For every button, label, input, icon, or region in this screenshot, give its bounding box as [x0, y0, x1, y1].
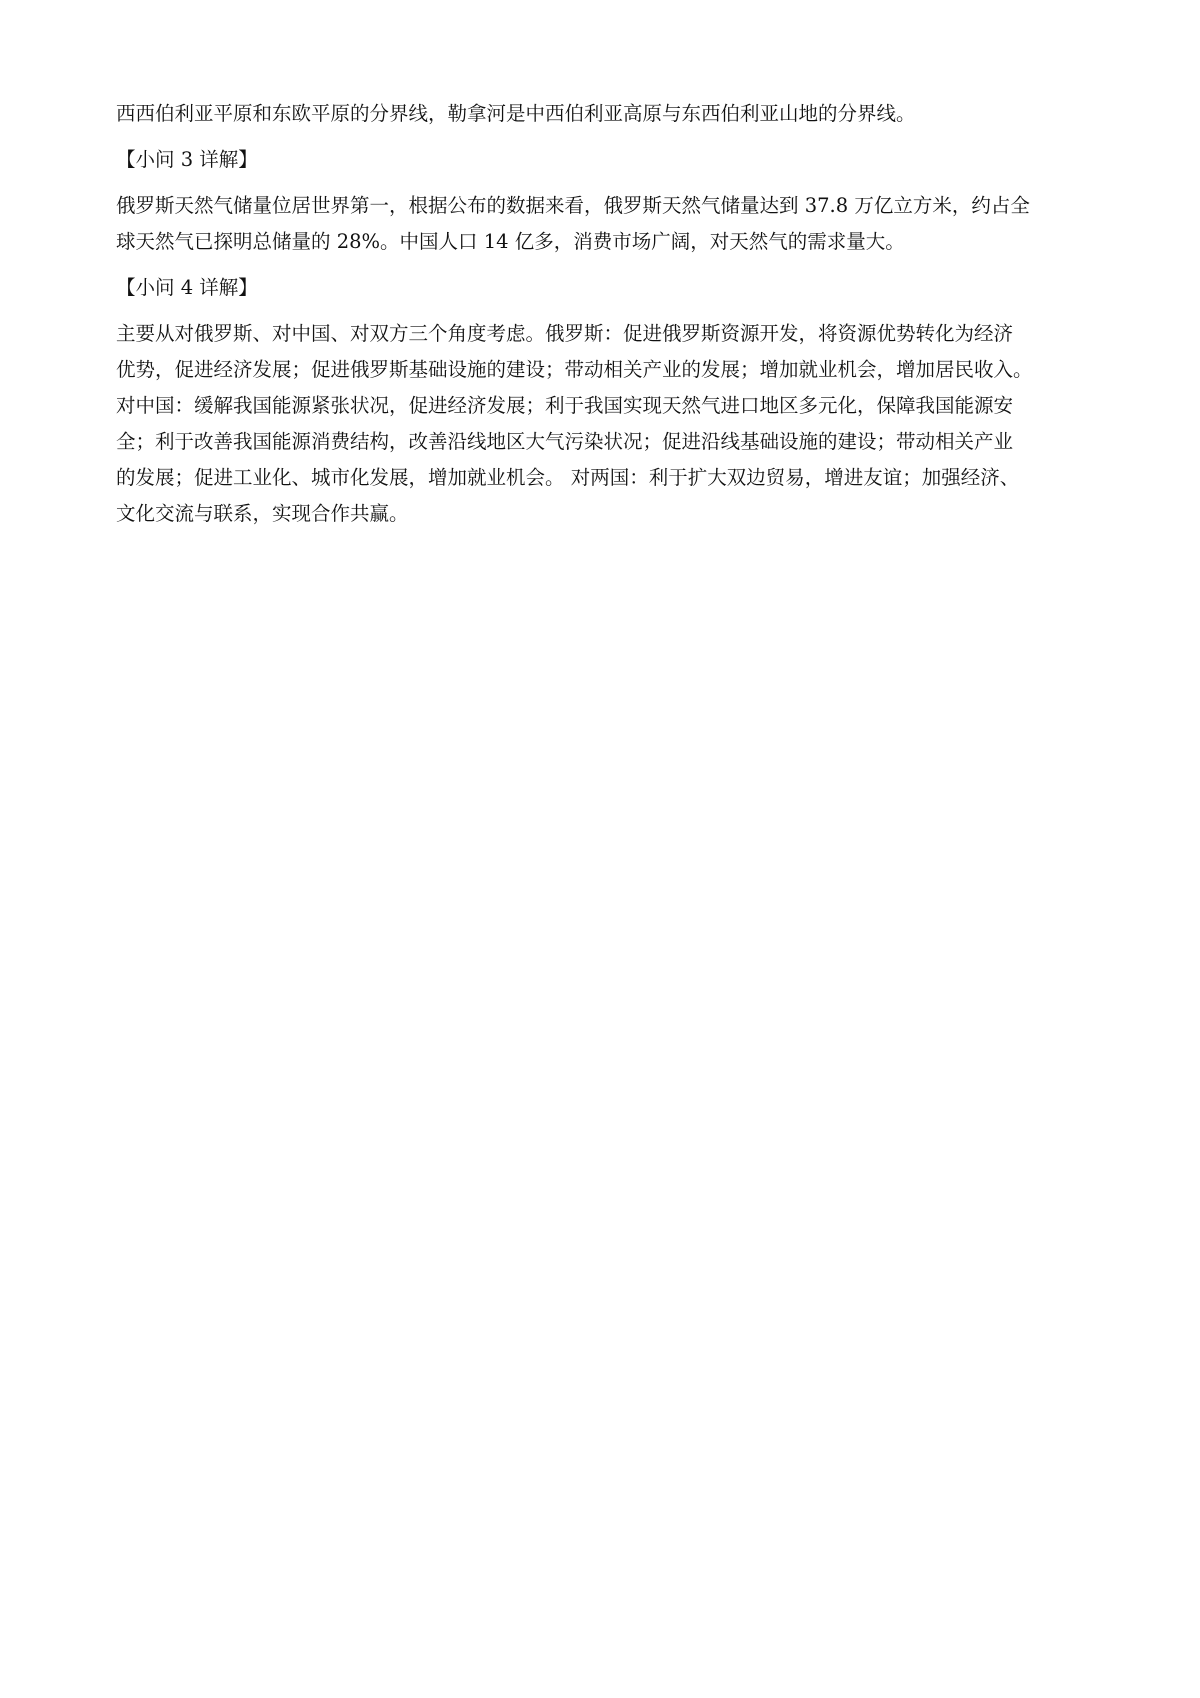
section-4-line: 主要从对俄罗斯、对中国、对双方三个角度考虑。俄罗斯：促进俄罗斯资源开发，将资源优势转化为经济 [116, 322, 1014, 345]
section-4-line: 全；利于改善我国能源消费结构，改善沿线地区大气污染状况；促进沿线基础设施的建设；带动相关产业 [116, 430, 1014, 453]
section-4-line: 文化交流与联系，实现合作共赢。 [116, 502, 409, 525]
section-3-line: 俄罗斯天然气储量位居世界第一，根据公布的数据来看，俄罗斯天然气储量达到 37.8 万亿立方米，约占全 [116, 194, 1030, 217]
section-3-line: 球天然气已探明总储量的 28%。中国人口 14 亿多，消费市场广阔，对天然气的需求量大。 [116, 230, 905, 253]
section-4-line: 优势，促进经济发展；促进俄罗斯基础设施的建设；带动相关产业的发展；增加就业机会，增加居民收入。 [116, 358, 1033, 381]
continuation-line: 西西伯利亚平原和东欧平原的分界线，勒拿河是中西伯利亚高原与东西伯利亚山地的分界线。 [116, 102, 916, 125]
section-4-line: 的发展；促进工业化、城市化发展，增加就业机会。 对两国：利于扩大双边贸易，增进友谊；加强经济、 [116, 466, 1020, 489]
section-4-heading: 【小问 4 详解】 [116, 276, 258, 299]
section-4-line: 对中国：缓解我国能源紧张状况，促进经济发展；利于我国实现天然气进口地区多元化，保障我国能源安 [116, 394, 1014, 417]
document-body [116, 96, 1096, 532]
section-3-heading: 【小问 3 详解】 [116, 148, 258, 171]
